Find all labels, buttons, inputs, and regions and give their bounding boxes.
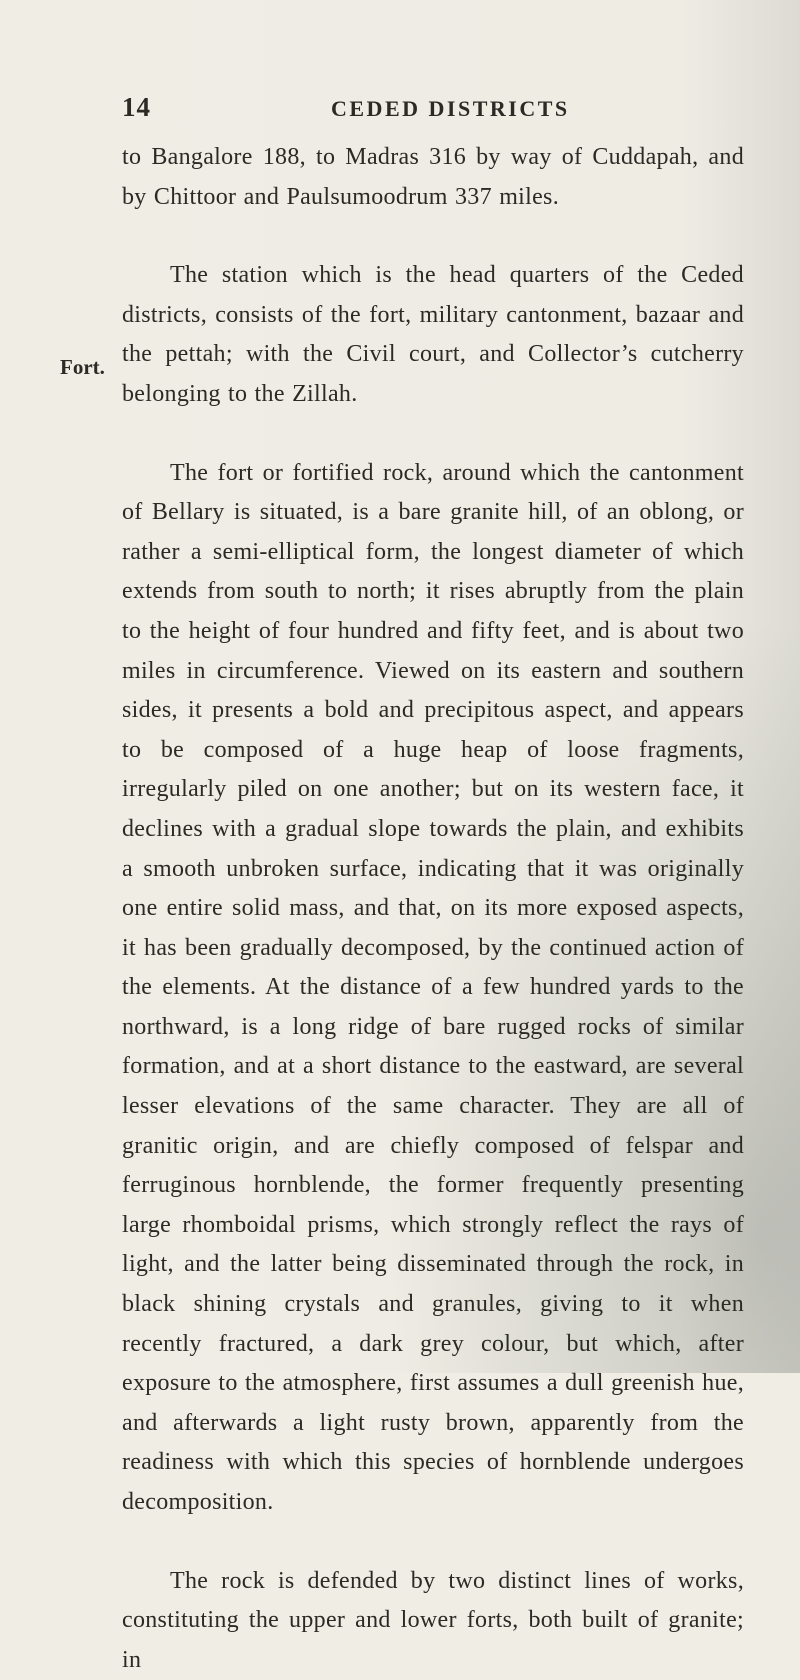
running-header xyxy=(122,92,742,132)
running-title: CEDED DISTRICTS xyxy=(331,96,570,121)
margin-note: Fort. xyxy=(60,355,105,379)
paragraph: The station which is the head quarters of the Ceded districts, consists of the fort, military cantonment, bazaar and the pettah; with the Civil court, and Collector’s cutcherry belonging to the Zillah. xyxy=(122,262,744,407)
page-number: 14 xyxy=(122,92,151,122)
body-text xyxy=(122,138,744,1680)
paragraph: The rock is defended by two distinct lines of works, constituting the upper and lower forts, both built of granite; in xyxy=(122,1567,744,1673)
paragraph: The fort or fortified rock, around which the cantonment of Bellary is situated, is a bare granite hill, of an oblong, or rather a semi-elliptical form, the longest diameter of which extends from south to north; it rises abruptly from the plain to the height of four hundred and fifty feet, and is about two miles in circumference. Viewed on its eastern and southern sides, it presents a bold and precipitous aspect, and appears to be composed of a huge heap of loose fragments, irregularly piled on one another; but on its western face, it declines with a gradual slope towards the plain, and exhibits a smooth unbroken surface, indicating that it was originally one entire solid mass, and that, on its more exposed aspects, it has been gradually decomposed, by the continued action of the elements. At the distance of a few hundred yards to the northward, is a long ridge of bare rugged rocks of similar formation, and at a short distance to the eastward, are several lesser elevations of the same character. They are all of granitic origin, and are chiefly composed of felspar and ferruginous hornblende, the former frequently presenting large rhomboidal prisms, which strongly reflect the rays of light, and the latter being disseminated through the rock, in black shining crystals and granules, giving to it when recently fractured, a dark grey colour, but which, after exposure to the atmosphere, first assumes a dull greenish hue, and afterwards a light rusty brown, apparently from the readiness with which this species of hornblende undergoes decomposition. xyxy=(122,459,744,1515)
paragraph: to Bangalore 188, to Madras 316 by way of Cuddapah, and by Chittoor and Paulsumoodrum 337 miles. xyxy=(122,144,744,210)
